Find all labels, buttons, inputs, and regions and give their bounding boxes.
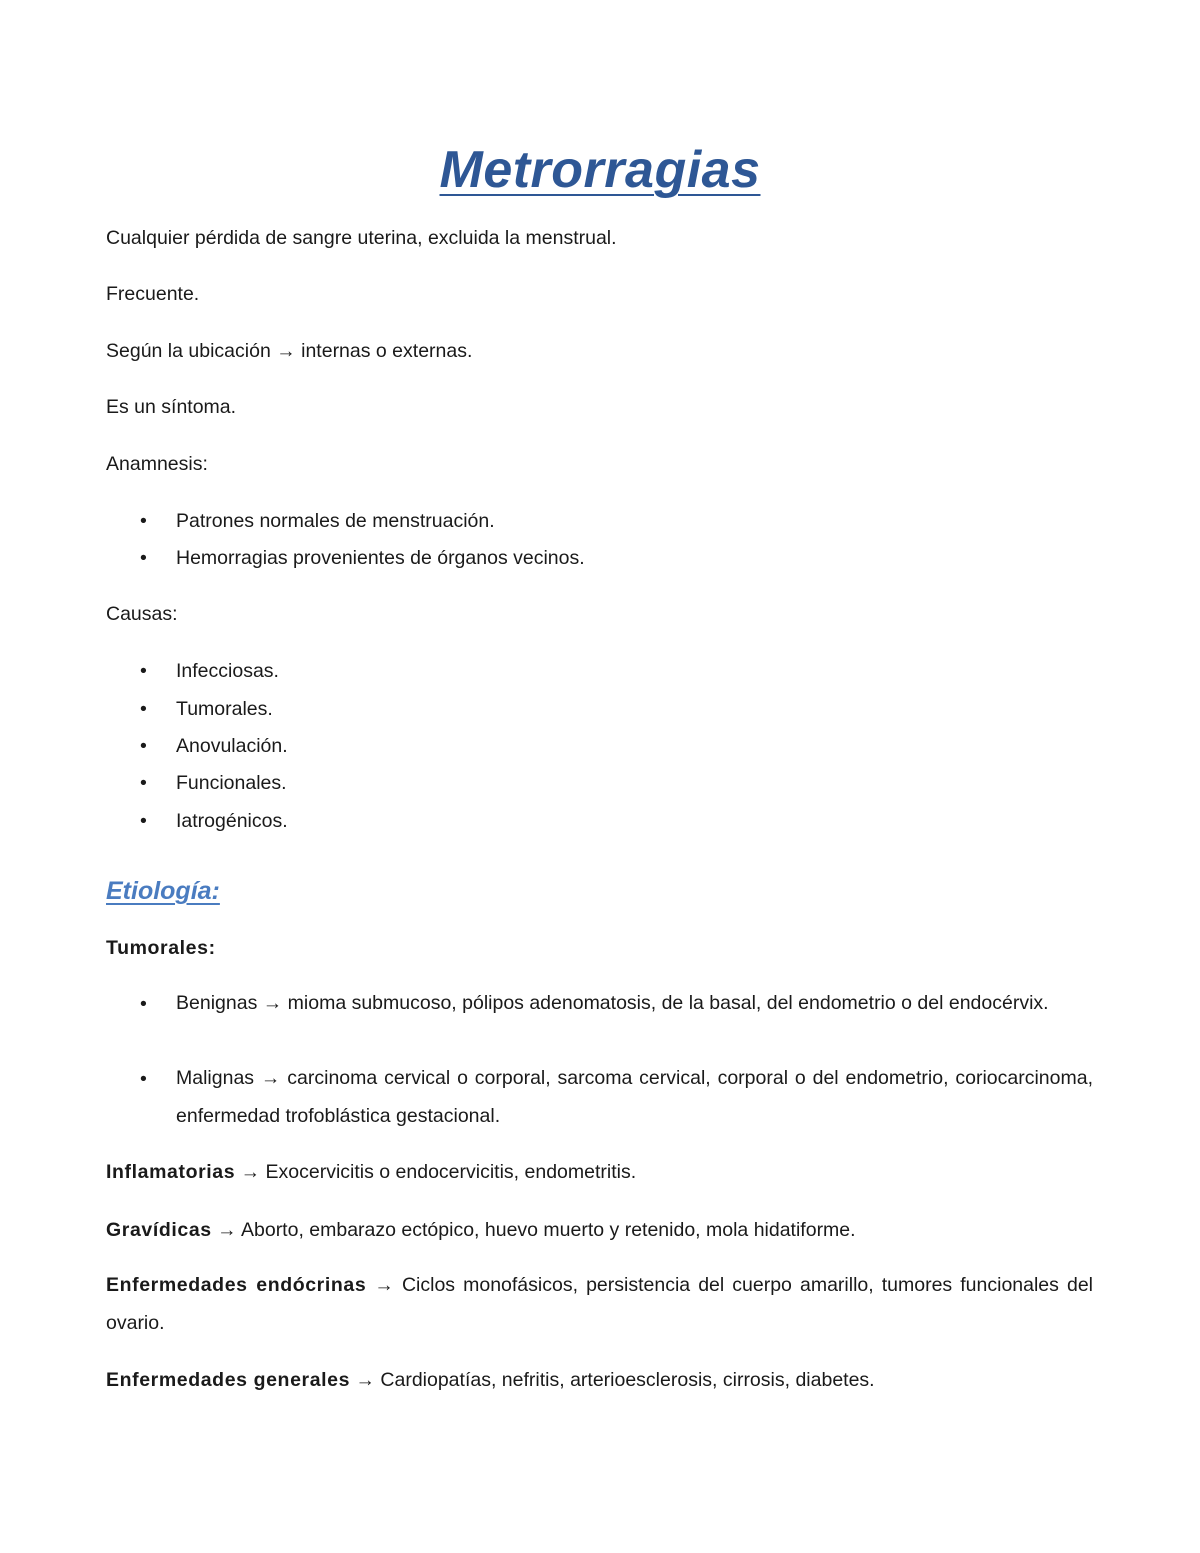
bullet-icon: •	[140, 735, 147, 757]
causa-item: Infecciosas.	[176, 660, 279, 682]
etiologia-heading: Etiología:	[106, 877, 220, 905]
bullet-icon: •	[140, 510, 147, 532]
bullet-icon: •	[140, 1068, 147, 1090]
anamnesis-item: Patrones normales de menstruación.	[176, 510, 495, 532]
inflamatorias-line	[106, 1160, 636, 1184]
anamnesis-label: Anamnesis:	[106, 453, 208, 475]
gravidicas-line	[106, 1218, 856, 1242]
intro-line-location: Según la ubicación → internas o externas.	[106, 340, 473, 362]
causa-item: Tumorales.	[176, 698, 273, 720]
generales-label: Enfermedades generales	[106, 1369, 351, 1391]
endocrinas-paragraph	[106, 1267, 1093, 1342]
causa-item: Funcionales.	[176, 772, 287, 794]
generales-text: → Cardiopatías, nefritis, arterioesclerosis, cirrosis, diabetes.	[350, 1369, 875, 1391]
generales-line	[106, 1368, 875, 1392]
intro-line-frequency: Frecuente.	[106, 283, 200, 305]
bullet-icon: •	[140, 698, 147, 720]
causa-item: Iatrogénicos.	[176, 810, 288, 832]
gravidicas-text: → Aborto, embarazo ectópico, huevo muerto y retenido, mola hidatiforme.	[211, 1219, 856, 1241]
causas-label: Causas:	[106, 603, 178, 625]
tumorales-label: Tumorales:	[106, 937, 216, 959]
endocrinas-label: Enfermedades endócrinas	[106, 1274, 367, 1296]
gravidicas-label: Gravídicas	[106, 1219, 212, 1241]
anamnesis-item: Hemorragias provenientes de órganos vecinos.	[176, 547, 585, 569]
inflamatorias-text: → Exocervicitis o endocervicitis, endometritis.	[235, 1161, 637, 1183]
bullet-icon: •	[140, 810, 147, 832]
bullet-icon: •	[140, 660, 147, 682]
inflamatorias-label: Inflamatorias	[106, 1161, 236, 1183]
tumorales-benignas: Benignas → mioma submucoso, pólipos adenomatosis, de la basal, del endometrio o del endocérvix.	[176, 992, 1049, 1014]
endocrinas-text: → Ciclos monofásicos, persistencia del cuerpo amarillo, tumores funcionales del ovario.	[106, 1274, 1093, 1334]
page-title: Metrorragias	[439, 141, 761, 199]
tumorales-malignas: Malignas → carcinoma cervical o corporal, sarcoma cervical, corporal o del endometrio, coriocarcinoma, enfermedad trofoblástica gestacional.	[176, 1067, 1093, 1127]
intro-line-definition: Cualquier pérdida de sangre uterina, excluida la menstrual.	[106, 227, 617, 249]
intro-line-symptom: Es un síntoma.	[106, 396, 237, 418]
bullet-icon: •	[140, 993, 147, 1015]
bullet-icon: •	[140, 547, 147, 569]
causa-item: Anovulación.	[176, 735, 288, 757]
bullet-icon: •	[140, 772, 147, 794]
